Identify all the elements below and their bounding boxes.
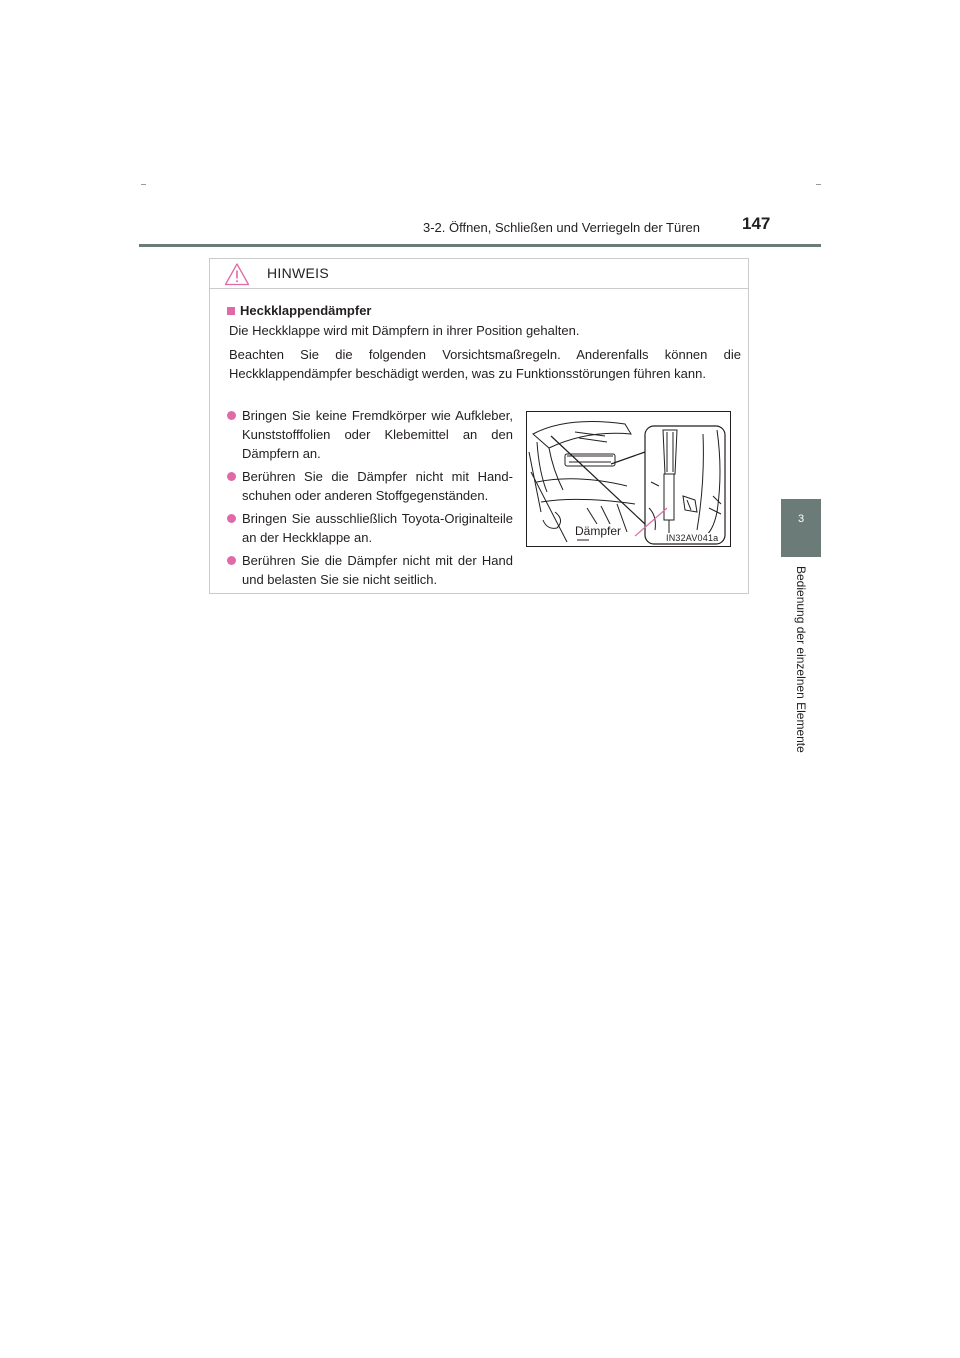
crop-mark xyxy=(816,184,821,185)
chapter-title: 3-2. Öffnen, Schließen und Verriegeln der Türen xyxy=(422,220,700,235)
section-heading xyxy=(227,303,372,318)
notice-header xyxy=(210,259,748,289)
chapter-number: 3 xyxy=(797,513,805,525)
chapter-tab xyxy=(781,499,821,557)
list-item xyxy=(227,406,513,463)
notice-title: HINWEIS xyxy=(267,265,329,281)
warning-triangle-icon xyxy=(224,262,250,286)
list-item-text: Bringen Sie ausschließlich Toyota-Originalteile an der Heckklappe an. xyxy=(242,511,513,545)
circle-bullet-icon xyxy=(227,556,236,565)
figure-code: IN32AV041a xyxy=(666,533,719,543)
tailgate-damper-illustration xyxy=(526,411,731,547)
circle-bullet-icon xyxy=(227,411,236,420)
list-item xyxy=(227,551,513,589)
figure-label: Dämpfer xyxy=(575,524,622,538)
notice-box xyxy=(209,258,749,594)
square-bullet-icon xyxy=(227,307,235,315)
paragraph: Beachten Sie die folgenden Vorsichtsmaßregeln. Anderenfalls können die Heckklappendämpfer beschädigt werden, was zu Funktionsstörungen führen kann. xyxy=(229,347,741,381)
tailgate-drawing xyxy=(527,412,731,547)
list-item-text: Berühren Sie die Dämpfer nicht mit der Hand und belasten Sie sie nicht seitlich. xyxy=(242,553,513,587)
list-item-text: Berühren Sie die Dämpfer nicht mit Handschuhen oder anderen Stoffgegenständen. xyxy=(242,469,513,503)
circle-bullet-icon xyxy=(227,514,236,523)
chapter-side-label: Bedienung der einzelnen Elemente xyxy=(794,566,808,753)
list-item-text: Bringen Sie keine Fremdkörper wie Aufkleber, Kunststofffolien oder Klebemittel an den Dämpfern an. xyxy=(242,408,513,461)
crop-mark xyxy=(141,184,146,185)
page-number: 147 xyxy=(742,214,771,233)
header-rule xyxy=(139,244,821,247)
circle-bullet-icon xyxy=(227,472,236,481)
paragraph: Die Heckklappe wird mit Dämpfern in ihrer Position gehalten. xyxy=(229,323,580,338)
section-heading-text: Heckklappendämpfer xyxy=(240,303,372,318)
list-item xyxy=(227,509,513,547)
list-item xyxy=(227,467,513,505)
precaution-list xyxy=(227,406,513,593)
